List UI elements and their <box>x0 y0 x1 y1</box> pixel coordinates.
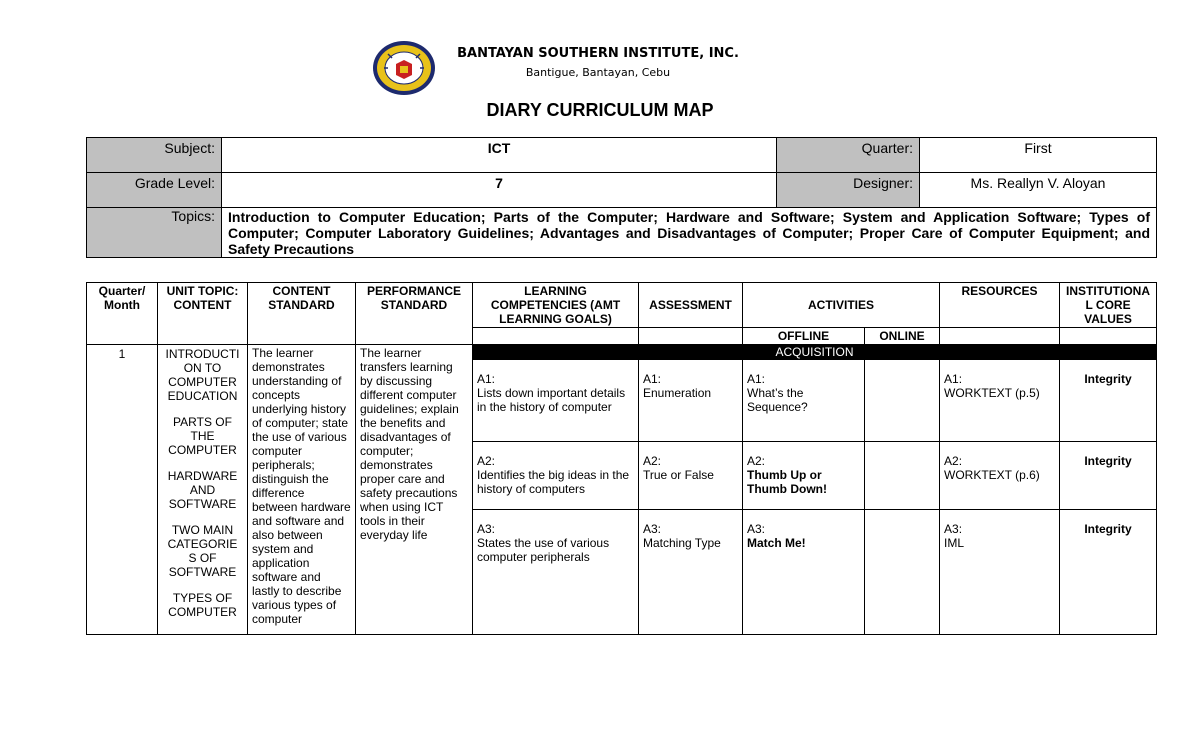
competency-a2: A2: Identifies the big ideas in the history of computers <box>473 442 639 510</box>
unit-topics <box>158 345 248 635</box>
header-performance-standard: PERFORMANCE STANDARD <box>356 283 473 345</box>
resource-a3: A3: IML <box>940 510 1060 635</box>
school-logo <box>372 40 436 96</box>
subject-label: Subject: <box>87 138 222 173</box>
core-value-a1: Integrity <box>1060 360 1157 442</box>
page-title: DIARY CURRICULUM MAP <box>486 100 714 120</box>
header-content-standard: CONTENT STANDARD <box>248 283 356 345</box>
competency-a1: A1: Lists down important details in the history of computer <box>473 360 639 442</box>
subject-value: ICT <box>222 138 777 173</box>
school-name: BANTAYAN SOUTHERN INSTITUTE, INC. <box>457 46 739 61</box>
core-value-a2: Integrity <box>1060 442 1157 510</box>
unit-topic-5: TYPES OF COMPUTER <box>168 591 237 619</box>
core-value-a3: Integrity <box>1060 510 1157 635</box>
header-assessment-spacer <box>639 328 743 345</box>
resource-a2: A2: WORKTEXT (p.6) <box>940 442 1060 510</box>
header-activities: ACTIVITIES <box>743 283 940 328</box>
header-online: ONLINE <box>865 328 940 345</box>
info-table <box>86 137 1157 258</box>
content-standard: The learner demonstrates understanding of concepts underlying history of computer; state the use of various computer peripherals; distinguish the difference between hardware and software and also between system and application software and lastly to describe various types of computer <box>248 345 356 635</box>
header-resources: RESOURCES <box>940 283 1060 328</box>
header-resources-spacer <box>940 328 1060 345</box>
header-quarter: Quarter/ Month <box>87 283 158 345</box>
assessment-a2: A2: True or False <box>639 442 743 510</box>
assessment-a1: A1: Enumeration <box>639 360 743 442</box>
online-activity-a2 <box>865 442 940 510</box>
topics-label: Topics: <box>87 208 222 258</box>
grade-value: 7 <box>222 173 777 208</box>
unit-topic-4: TWO MAIN CATEGORIE S OF SOFTWARE <box>167 523 238 579</box>
header-lc-spacer <box>473 328 639 345</box>
offline-activity-a2: A2: Thumb Up or Thumb Down! <box>743 442 865 510</box>
assessment-a3: A3: Matching Type <box>639 510 743 635</box>
header-offline: OFFLINE <box>743 328 865 345</box>
offline-activity-a3: A3: Match Me! <box>743 510 865 635</box>
unit-topic-3: HARDWARE AND SOFTWARE <box>167 469 238 511</box>
quarter-value: 1 <box>87 345 158 635</box>
unit-topic-1: INTRODUCTI ON TO COMPUTER EDUCATION <box>165 347 240 403</box>
quarter-label: Quarter: <box>777 138 920 173</box>
unit-topic-2: PARTS OF THE COMPUTER <box>168 415 237 457</box>
designer-label: Designer: <box>777 173 920 208</box>
header-core-values: INSTITUTIONA L CORE VALUES <box>1060 283 1157 328</box>
performance-standard: The learner transfers learning by discussing different computer guidelines; explain the benefits and disadvantages of computer; demonstrates proper care and safety precautions when using ICT tools in their everyday life <box>356 345 473 635</box>
school-address: Bantigue, Bantayan, Cebu <box>525 66 671 79</box>
header-assessment: ASSESSMENT <box>639 283 743 328</box>
online-activity-a1 <box>865 360 940 442</box>
grade-label: Grade Level: <box>87 173 222 208</box>
offline-activity-a1: A1: What’s the Sequence? <box>743 360 865 442</box>
acquisition-banner: ACQUISITION <box>473 345 1157 360</box>
curriculum-map-table <box>86 282 1157 635</box>
online-activity-a3 <box>865 510 940 635</box>
resource-a1: A1: WORKTEXT (p.5) <box>940 360 1060 442</box>
topics-value: Introduction to Computer Education; Parts of the Computer; Hardware and Software; System and Application Software; Types of Computer; Computer Laboratory Guidelines; Advantages and Disadvantages of Computer; Proper Care of Computer Equipment; and Safety Precautions <box>222 208 1157 258</box>
header-values-spacer <box>1060 328 1157 345</box>
designer-value: Ms. Reallyn V. Aloyan <box>920 173 1157 208</box>
header-learning-competencies: LEARNING COMPETENCIES (AMT LEARNING GOALS) <box>473 283 639 328</box>
competency-a3: A3: States the use of various computer peripherals <box>473 510 639 635</box>
header-unit-topic: UNIT TOPIC: CONTENT <box>158 283 248 345</box>
quarter-value: First <box>920 138 1157 173</box>
